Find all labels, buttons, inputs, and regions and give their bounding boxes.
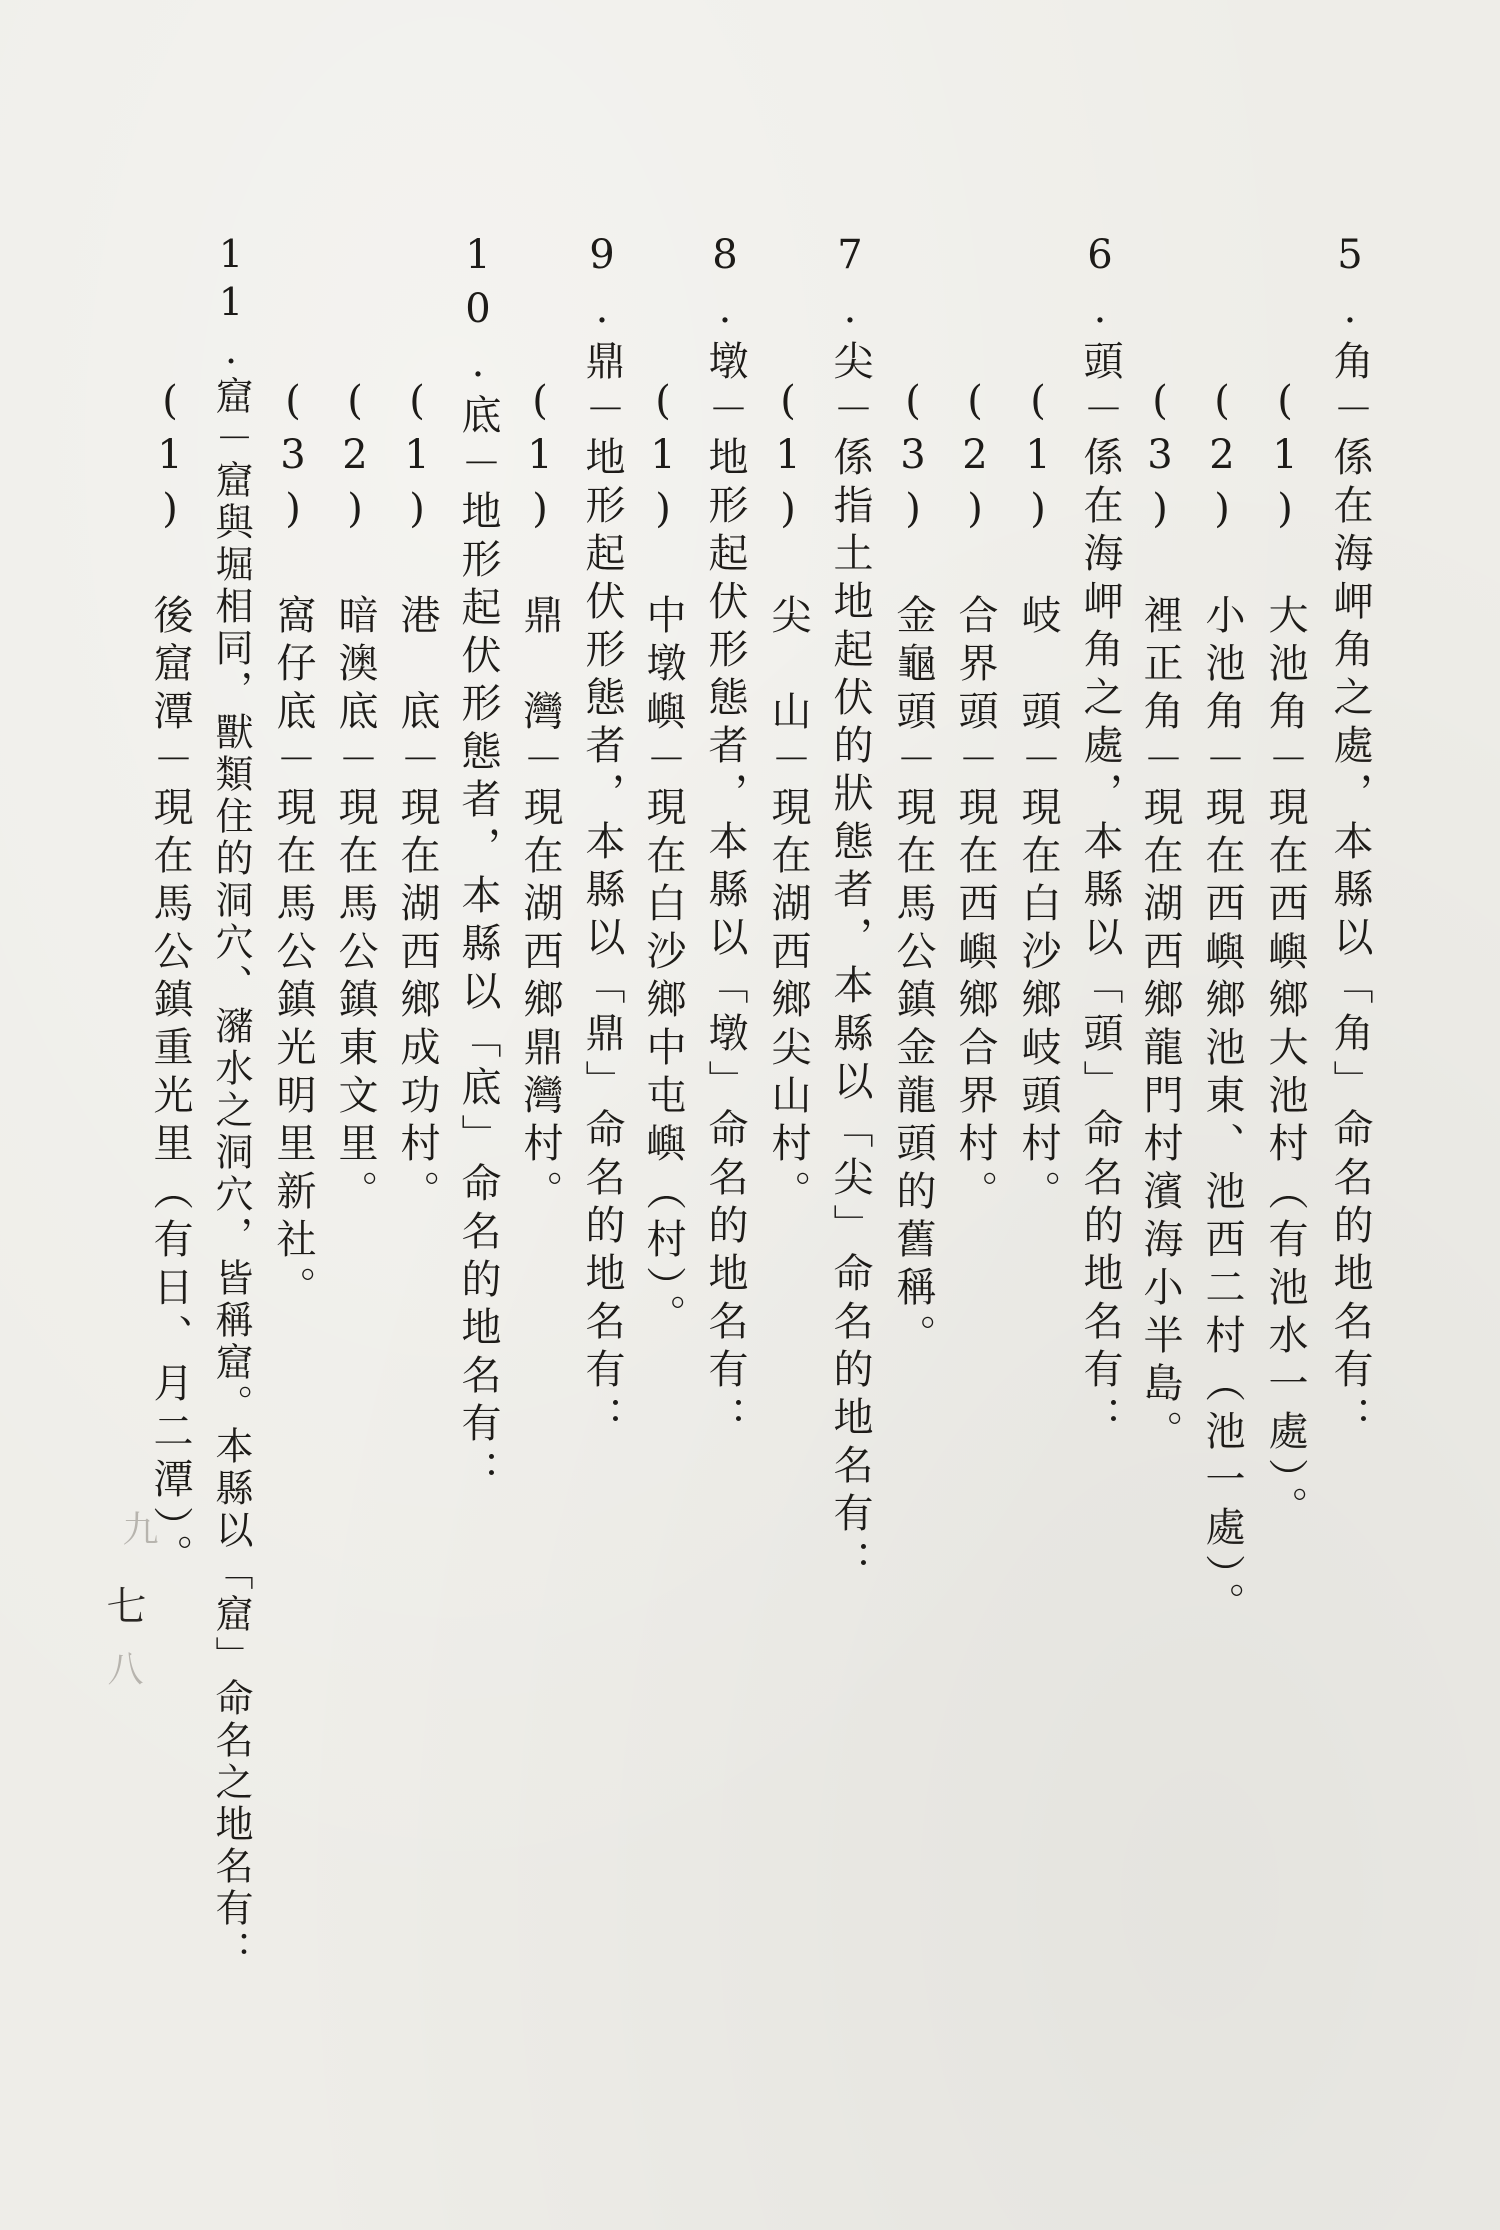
text-line-11: 8.墩－地形起伏形態者，本縣以「墩」命名的地名有： xyxy=(702,232,748,1444)
text-line-20: (1) 後窟潭－現在馬公鎮重光里（有日、月二潭）。 xyxy=(147,378,193,1582)
text-line-7: (2) 合界頭－現在西嶼鄉合界村。 xyxy=(952,378,998,1218)
text-line-12: (1) 中墩嶼－現在白沙鄉中屯嶼（村）。 xyxy=(640,378,686,1342)
text-line-6: (1) 岐 頭－現在白沙鄉岐頭村。 xyxy=(1015,378,1061,1218)
text-line-1: 5.角－係在海岬角之處，本縣以「角」命名的地名有： xyxy=(1327,232,1373,1444)
text-line-19: 11.窟－窟與堀相同，獸類住的洞穴、瀦水之洞穴，皆稱窟。本縣以「窟」命名之地名有： xyxy=(209,232,253,1972)
page-number: 七 xyxy=(100,1585,146,1625)
text-line-13: 9.鼎－地形起伏形態者，本縣以「鼎」命名的地名有： xyxy=(579,232,625,1444)
text-line-5: 6.頭－係在海岬角之處，本縣以「頭」命名的地名有： xyxy=(1077,232,1123,1444)
text-line-16: (1) 港 底－現在湖西鄉成功村。 xyxy=(394,378,440,1218)
text-line-3: (2) 小池角－現在西嶼鄉池東、池西二村（池一處）。 xyxy=(1199,378,1245,1630)
text-line-18: (3) 窩仔底－現在馬公鎮光明里新社。 xyxy=(270,378,316,1314)
text-line-2: (1) 大池角－現在西嶼鄉大池村（有池水一處）。 xyxy=(1262,378,1308,1534)
text-line-17: (2) 暗澳底－現在馬公鎮東文里。 xyxy=(332,378,378,1218)
bleed-through-page-number-2: 八 xyxy=(102,1650,143,1686)
text-line-4: (3) 裡正角－現在湖西鄉龍門村濱海小半島。 xyxy=(1137,378,1183,1458)
text-line-9: 7.尖－係指土地起伏的狀態者，本縣以「尖」命名的地名有： xyxy=(827,232,873,1588)
text-line-14: (1) 鼎 灣－現在湖西鄉鼎灣村。 xyxy=(517,378,563,1218)
bleed-through-page-number: 九 xyxy=(117,1510,158,1546)
text-line-10: (1) 尖 山－現在湖西鄉尖山村。 xyxy=(765,378,811,1218)
text-line-8: (3) 金龜頭－現在馬公鎮金龍頭的舊稱。 xyxy=(890,378,936,1362)
text-line-15: 10.底－地形起伏形態者，本縣以「底」命名的地名有： xyxy=(455,232,501,1498)
